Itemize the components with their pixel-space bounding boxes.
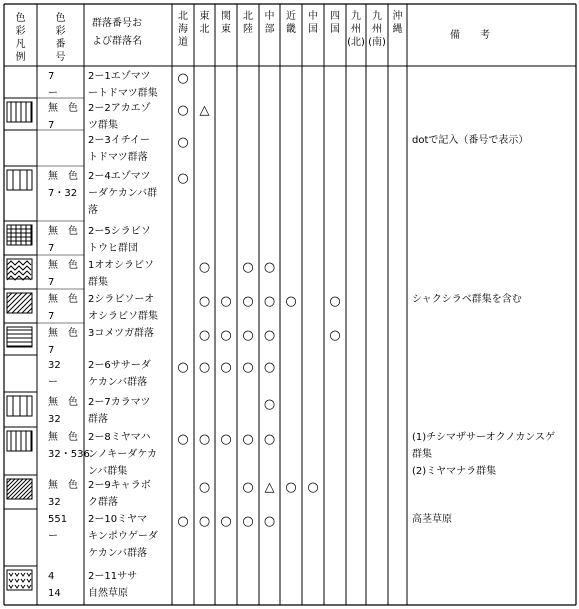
color-number: 7 (48, 71, 55, 82)
color-number: 7 (48, 277, 55, 288)
color-number: 7 (48, 311, 55, 322)
community-name: 1オオシラビソ (88, 260, 155, 271)
community-name: トウヒ群団 (88, 243, 138, 254)
community-name: 2ー8ミヤマハ (88, 432, 151, 443)
header-region-chubu: 中部 (264, 11, 275, 35)
color-number: 無 色 (48, 397, 78, 408)
distribution-mark-hokuriku: ○ (242, 360, 254, 375)
remarks-text: 群集 (412, 449, 432, 460)
distribution-mark-chubu: ○ (263, 360, 276, 375)
header-region-kyushu_n: 九州(北) (347, 11, 365, 48)
community-name: 2ー6ササーダ (88, 360, 151, 371)
header-remarks: 備 考 (450, 30, 490, 41)
distribution-mark-kanto: ○ (220, 328, 232, 343)
color-number: 32 (48, 414, 61, 425)
color-number: ー (48, 377, 58, 388)
color-number: 無 色 (48, 432, 78, 443)
distribution-mark-tohoku: ○ (198, 480, 211, 495)
header-community-line: よび群落名 (92, 36, 142, 47)
distribution-mark-tohoku: ○ (198, 514, 211, 529)
distribution-mark-hokkaido: ○ (177, 103, 189, 118)
community-name: 2シラビソーオ (88, 294, 155, 305)
distribution-mark-tohoku: ○ (198, 328, 211, 343)
distribution-mark-tohoku: ○ (198, 260, 211, 275)
community-name: オシラビソ群集 (88, 311, 158, 322)
distribution-mark-chubu: ○ (263, 260, 276, 275)
community-name: ケカンバ群落 (88, 548, 148, 559)
color-number: 無 色 (48, 260, 78, 271)
distribution-mark-kanto: ○ (220, 294, 232, 309)
community-name: 落 (88, 205, 98, 216)
color-number: 無 色 (48, 480, 78, 491)
distribution-mark-kinki: ○ (285, 480, 297, 495)
distribution-mark-hokkaido: ○ (177, 514, 189, 529)
remarks-text: (2)ミヤマナラ群集 (412, 466, 497, 477)
distribution-mark-hokuriku: ○ (242, 432, 254, 447)
community-name: 2ー2アカエゾ (88, 103, 151, 114)
distribution-mark-kanto: ○ (220, 360, 232, 375)
distribution-mark-chubu: ○ (263, 514, 276, 529)
community-name: ケカンバ群落 (88, 377, 148, 388)
distribution-mark-shikoku: ○ (329, 294, 341, 309)
community-name: 2ー10ミヤマ (88, 514, 148, 525)
community-name: ツ群集 (88, 120, 118, 131)
header-region-shikoku: 四国 (330, 11, 340, 35)
color-number: 32 (48, 360, 61, 371)
community-name: 2ー3イチイー (88, 135, 151, 146)
color-number: 無 色 (48, 294, 78, 305)
color-number: 32・536 (48, 449, 90, 460)
remarks-text: (1)チシマザサーオクノカンスゲ (412, 432, 555, 443)
color-number: 14 (48, 588, 61, 599)
distribution-mark-tohoku: ○ (198, 432, 211, 447)
header-community-line: 群落番号お (92, 18, 142, 29)
community-name: ートドマツ群集 (88, 88, 158, 99)
distribution-mark-chubu: ○ (263, 294, 276, 309)
community-name: ンバ群集 (88, 466, 128, 477)
header-region-chugoku: 中国 (308, 11, 318, 35)
distribution-mark-tohoku: ○ (198, 360, 211, 375)
remarks-text: dotで記入（番号で表示） (412, 135, 529, 146)
header-region-okinawa: 沖縄 (392, 11, 403, 35)
header-region-kyushu_s: 九州(南) (368, 11, 386, 48)
community-name: 2ー4エゾマツ (88, 171, 151, 182)
community-name: キンポウゲーダ (88, 531, 158, 542)
color-number: ー (48, 88, 58, 99)
header-region-kinki: 近畿 (286, 11, 296, 35)
distribution-mark-hokuriku: ○ (242, 514, 254, 529)
distribution-mark-chubu: ○ (263, 432, 276, 447)
color-number: 無 色 (48, 328, 78, 339)
header-legend: 色彩凡例 (15, 13, 26, 63)
distribution-mark-hokkaido: ○ (177, 71, 189, 86)
community-name: 2ー1エゾマツ (88, 71, 151, 82)
color-number: 7 (48, 345, 55, 356)
remarks-text: シャクシラベ群集を含む (412, 294, 522, 305)
remarks-text: 高茎草原 (412, 514, 452, 525)
community-name: 2ー11ササ (88, 571, 138, 582)
distribution-mark-hokkaido: ○ (177, 135, 189, 150)
color-number: 7・32 (48, 188, 78, 199)
distribution-mark-tohoku: ○ (198, 294, 211, 309)
header-region-hokuriku: 北陸 (243, 11, 253, 35)
header-region-hokkaido: 北海道 (178, 11, 188, 48)
color-number: 551 (48, 514, 68, 525)
distribution-mark-hokuriku: ○ (242, 328, 254, 343)
color-number: 無 色 (48, 103, 78, 114)
community-name: 2ー5シラビソ (88, 226, 151, 237)
color-number: 無 色 (48, 226, 78, 237)
distribution-mark-chubu: ○ (263, 397, 276, 412)
community-name: 2ー9キャラボ (88, 480, 151, 491)
community-name: トドマツ群落 (88, 152, 148, 163)
distribution-mark-chubu: ○ (263, 328, 276, 343)
community-name: 群集 (88, 277, 108, 288)
community-name: 群落 (88, 414, 108, 425)
distribution-mark-hokuriku: ○ (242, 480, 254, 495)
distribution-mark-hokkaido: ○ (177, 171, 189, 186)
community-name: 2ー7カラマツ (88, 397, 151, 408)
distribution-mark-shikoku: ○ (329, 328, 341, 343)
community-name: ーダケカンバ群 (88, 188, 158, 199)
distribution-mark-hokkaido: ○ (177, 360, 189, 375)
header-color-number: 色彩番号 (55, 13, 66, 63)
color-number: 無 色 (48, 171, 78, 182)
distribution-mark-tohoku: △ (199, 103, 210, 118)
distribution-mark-hokuriku: ○ (242, 294, 254, 309)
community-name: ンノキーダケカ (88, 449, 157, 460)
color-number: 32 (48, 497, 61, 508)
distribution-mark-kanto: ○ (220, 432, 232, 447)
header-region-tohoku: 東北 (199, 11, 210, 35)
distribution-mark-hokkaido: ○ (177, 432, 189, 447)
color-number: 7 (48, 243, 55, 254)
distribution-mark-hokuriku: ○ (242, 260, 254, 275)
community-name: 3コメツガ群落 (88, 328, 155, 339)
header-region-kanto: 関東 (221, 11, 231, 35)
color-number: 4 (48, 571, 55, 582)
community-name: 自然草原 (88, 588, 128, 599)
distribution-mark-chubu: △ (264, 480, 275, 495)
distribution-mark-kanto: ○ (220, 514, 232, 529)
community-name: ク群落 (88, 497, 118, 508)
color-number: 7 (48, 120, 55, 131)
color-number: ー (48, 531, 58, 542)
distribution-mark-kinki: ○ (285, 294, 297, 309)
distribution-mark-chugoku: ○ (307, 480, 319, 495)
